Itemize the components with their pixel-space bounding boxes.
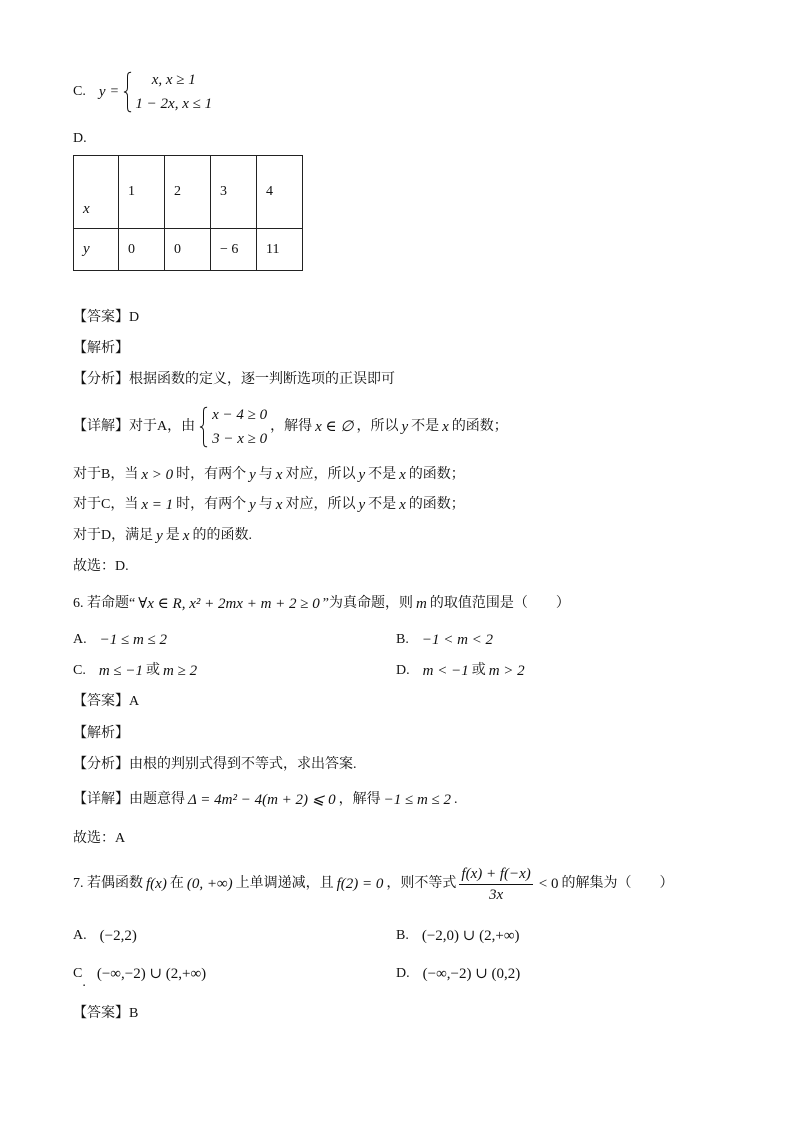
q5-detail-d bbox=[73, 526, 252, 546]
q5-detail-a bbox=[73, 403, 508, 451]
q7-option-d bbox=[396, 964, 523, 984]
detail-text: 的函数； bbox=[408, 467, 465, 482]
table-cell: 0 bbox=[119, 229, 165, 271]
case-1: x, x ≥ 1 bbox=[151, 72, 196, 88]
math-var: y bbox=[358, 497, 366, 513]
stem-text: 的解集为（ ） bbox=[561, 876, 674, 891]
q7-answer bbox=[73, 1004, 138, 1024]
math-var: x bbox=[182, 528, 190, 544]
option-expr: (−∞,−2) ∪ (0,2) bbox=[422, 966, 521, 982]
option-label: D. bbox=[396, 663, 410, 678]
stem-text: 6. 若命题“ bbox=[73, 596, 136, 611]
math-var: x bbox=[442, 419, 449, 435]
math-var: x bbox=[275, 467, 283, 483]
fraction bbox=[456, 865, 535, 904]
option-label: D. bbox=[396, 966, 410, 981]
inequality-1: x − 4 ≥ 0 bbox=[212, 407, 268, 423]
detail-text: 对于D，满足 bbox=[73, 528, 154, 543]
q6-option-a bbox=[73, 630, 170, 650]
option-label: B. bbox=[396, 928, 409, 943]
analysis-text: 根据函数的定义，逐一判断选项的正误即可 bbox=[129, 372, 395, 387]
answer-value: A bbox=[129, 694, 140, 709]
math-var: y bbox=[249, 497, 256, 513]
table-head-cell: x bbox=[74, 156, 119, 229]
discriminant-expr: Δ = 4m² − 4(m + 2) ⩽ 0 bbox=[188, 792, 336, 808]
option-expr: m < −1 bbox=[422, 663, 469, 679]
math-expr: (0, +∞) bbox=[186, 876, 233, 892]
option-expr: m ≥ 2 bbox=[163, 663, 198, 679]
analysis-text: 由根的判别式得到不等式，求出答案. bbox=[129, 757, 357, 772]
detail-text: ，解得 bbox=[338, 792, 381, 807]
solution-heading: 【解析】 bbox=[73, 341, 129, 356]
stem-text: ”为真命题，则 bbox=[322, 596, 413, 611]
solution-heading: 【解析】 bbox=[73, 726, 129, 741]
analysis-tag: 【分析】 bbox=[73, 757, 129, 772]
math-expr: f(x) bbox=[146, 876, 167, 892]
detail-text: 由题意得 bbox=[129, 792, 185, 807]
q5-solution-heading bbox=[73, 339, 129, 359]
detail-text: ，所以 bbox=[356, 419, 399, 434]
q5-detail-b bbox=[73, 465, 465, 485]
answer-tag: 【答案】 bbox=[73, 1006, 129, 1021]
option-expr: (−2,2) bbox=[99, 928, 137, 944]
left-brace-icon bbox=[199, 404, 208, 450]
detail-text: ，解得 bbox=[270, 419, 313, 434]
left-brace-icon bbox=[123, 69, 132, 115]
math-var: x bbox=[399, 497, 406, 513]
option-expr: m > 2 bbox=[488, 663, 525, 679]
option-label: C bbox=[73, 966, 83, 981]
q6-solution-heading bbox=[73, 724, 129, 744]
math-var: m bbox=[416, 596, 427, 612]
option-label: A. bbox=[73, 928, 87, 943]
piecewise-cases bbox=[132, 68, 215, 116]
detail-text: 与 bbox=[258, 497, 273, 512]
math-expr: f(2) = 0 bbox=[336, 876, 384, 892]
detail-text: 不是 bbox=[411, 419, 440, 434]
table-cell: − 6 bbox=[211, 229, 257, 271]
detail-text: 时，有两个 bbox=[176, 467, 247, 482]
q7-option-a bbox=[73, 926, 140, 946]
detail-text: 不是 bbox=[368, 497, 397, 512]
stem-text: 在 bbox=[169, 876, 184, 891]
table-cell: 0 bbox=[165, 229, 211, 271]
inequality-2: 3 − x ≥ 0 bbox=[212, 431, 268, 447]
option-expr: −1 ≤ m ≤ 2 bbox=[99, 632, 168, 648]
choice-text: 故选：D. bbox=[73, 559, 129, 574]
case-2: 1 − 2x, x ≤ 1 bbox=[135, 96, 213, 112]
table-cell: 4 bbox=[257, 156, 303, 229]
q7-option-c bbox=[73, 964, 209, 990]
answer-value: D bbox=[129, 310, 140, 325]
q5-option-d bbox=[73, 129, 87, 149]
q6-option-b bbox=[396, 630, 496, 650]
q6-stem bbox=[73, 594, 570, 614]
option-label: A. bbox=[73, 632, 87, 647]
analysis-tag: 【分析】 bbox=[73, 372, 129, 387]
fraction-numerator: f(x) + f(−x) bbox=[459, 865, 532, 885]
option-expr: (−2,0) ∪ (2,+∞) bbox=[421, 928, 520, 944]
option-expr: m ≤ −1 bbox=[98, 663, 144, 679]
detail-text: 与 bbox=[258, 467, 273, 482]
q6-option-d bbox=[396, 661, 528, 681]
q6-choice bbox=[73, 829, 125, 849]
q5-detail-c bbox=[73, 495, 465, 515]
math-expr: −1 ≤ m ≤ 2 bbox=[383, 792, 452, 808]
q5-option-c bbox=[73, 68, 215, 116]
q5-answer bbox=[73, 308, 139, 328]
q5-analysis bbox=[73, 370, 395, 390]
q5-choice bbox=[73, 557, 129, 577]
option-label-dot: . bbox=[82, 975, 86, 990]
xy-value-table bbox=[73, 155, 303, 271]
stem-text: 上单调递减，且 bbox=[235, 876, 334, 891]
table-row-y bbox=[74, 229, 303, 271]
math-var: x bbox=[275, 497, 283, 513]
stem-text: ，则不等式 bbox=[386, 876, 457, 891]
q6-analysis bbox=[73, 755, 357, 775]
math-expr: < 0 bbox=[538, 876, 559, 892]
stem-text: 7. 若偶函数 bbox=[73, 876, 143, 891]
detail-tag: 【详解】 bbox=[73, 419, 129, 434]
table-cell: 11 bbox=[257, 229, 303, 271]
answer-tag: 【答案】 bbox=[73, 694, 129, 709]
option-label: C. bbox=[73, 84, 86, 99]
table-head-cell: y bbox=[74, 229, 119, 271]
option-label: C. bbox=[73, 663, 86, 678]
math-expr: ∀x ∈ R, x² + 2mx + m + 2 ≥ 0 bbox=[138, 596, 320, 612]
math-var: y bbox=[401, 419, 409, 435]
detail-text: 对应，所以 bbox=[285, 497, 356, 512]
option-joiner: 或 bbox=[471, 663, 486, 678]
math-expr: x > 0 bbox=[141, 467, 174, 483]
table-cell: 2 bbox=[165, 156, 211, 229]
option-label: D. bbox=[73, 131, 87, 146]
detail-text: 是 bbox=[165, 528, 180, 543]
math-expr: x = 1 bbox=[141, 497, 174, 513]
detail-tag: 【详解】 bbox=[73, 792, 129, 807]
fraction-denominator: 3x bbox=[489, 886, 504, 903]
table-row-x bbox=[74, 156, 303, 229]
detail-text: . bbox=[454, 792, 458, 807]
q6-detail bbox=[73, 790, 458, 810]
choice-text: 故选：A bbox=[73, 831, 126, 846]
detail-text: 时，有两个 bbox=[176, 497, 247, 512]
detail-text: 的的函数. bbox=[192, 528, 252, 543]
function-lhs: y bbox=[98, 84, 106, 100]
option-label: B. bbox=[396, 632, 409, 647]
detail-text: 的函数； bbox=[408, 497, 465, 512]
q6-answer bbox=[73, 692, 139, 712]
math-var: y bbox=[156, 528, 163, 544]
math-var: y bbox=[249, 467, 256, 483]
detail-text: 对于A，由 bbox=[129, 419, 196, 434]
detail-text: 的函数； bbox=[451, 419, 508, 434]
q6-option-c bbox=[73, 661, 200, 681]
answer-value: B bbox=[129, 1006, 139, 1021]
option-expr: (−∞,−2) ∪ (2,+∞) bbox=[96, 966, 207, 982]
math-var: y bbox=[358, 467, 366, 483]
option-joiner: 或 bbox=[146, 663, 161, 678]
detail-text: 对于B，当 bbox=[73, 467, 139, 482]
option-expr: −1 < m < 2 bbox=[421, 632, 494, 648]
detail-text: 对于C，当 bbox=[73, 497, 139, 512]
math-var: x bbox=[399, 467, 406, 483]
table-cell: 3 bbox=[211, 156, 257, 229]
detail-text: 不是 bbox=[368, 467, 397, 482]
math-expr: x ∈ ∅ bbox=[315, 419, 354, 435]
table-cell: 1 bbox=[119, 156, 165, 229]
answer-tag: 【答案】 bbox=[73, 310, 129, 325]
detail-text: 对应，所以 bbox=[285, 467, 356, 482]
q7-stem bbox=[73, 862, 674, 906]
equals-sign: = bbox=[110, 84, 119, 99]
stem-text: 的取值范围是（ ） bbox=[429, 596, 570, 611]
q7-option-b bbox=[396, 926, 523, 946]
inequality-system bbox=[209, 403, 270, 451]
